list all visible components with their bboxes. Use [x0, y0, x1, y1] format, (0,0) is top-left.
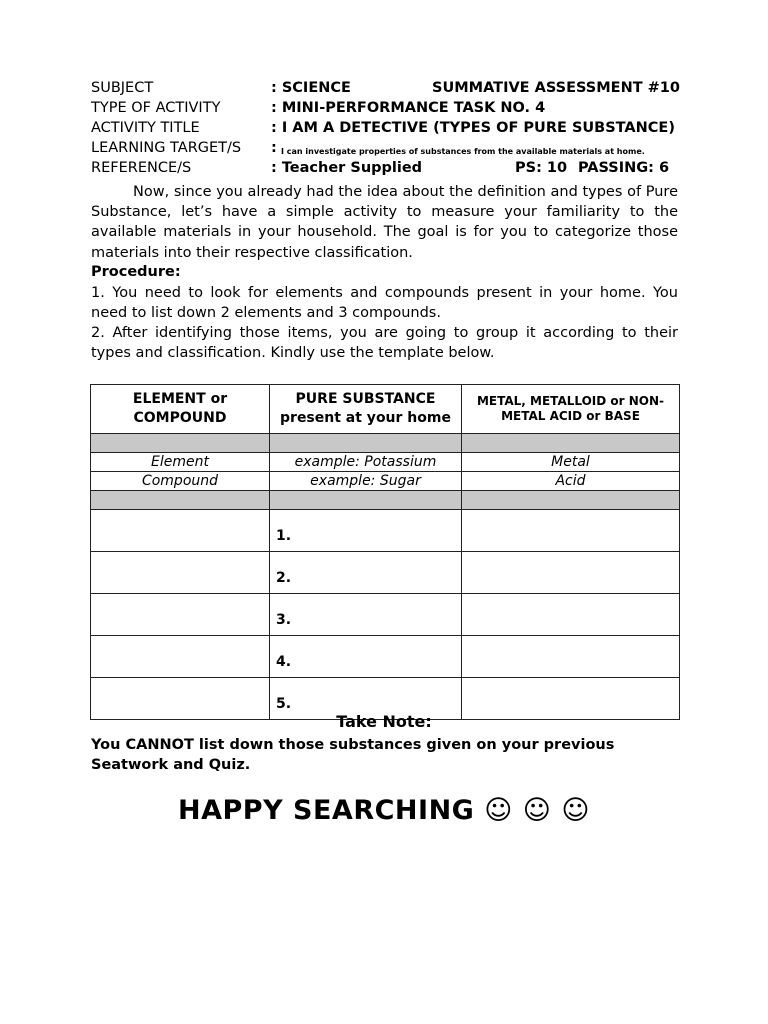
answer-classification-cell[interactable] [462, 594, 680, 636]
subject-label: SUBJECT [91, 80, 154, 96]
reference-label: REFERENCE/S [91, 160, 192, 176]
procedure-step-2: 2. After identifying those items, you are going to group it according to their types and classification. Kindly use the template below. [91, 325, 678, 362]
header-row-subject [91, 78, 691, 98]
passing-value: PASSING: 6 [578, 160, 670, 176]
answer-type-cell[interactable] [91, 510, 270, 552]
answer-classification-cell[interactable] [462, 552, 680, 594]
table-header-row [91, 385, 680, 434]
example-type: Compound [91, 472, 270, 491]
answer-row [91, 636, 680, 678]
header-row-reference [91, 158, 691, 178]
answer-number[interactable]: 1. [270, 510, 462, 552]
shaded-divider-row [91, 491, 680, 510]
reference-value: : Teacher Supplied [271, 160, 423, 176]
ps-value: PS: 10 [515, 160, 568, 176]
answer-row [91, 510, 680, 552]
answer-type-cell[interactable] [91, 636, 270, 678]
procedure-title: Procedure: [91, 264, 181, 280]
closing-message: HAPPY SEARCHING ☺ ☺ ☺ [178, 795, 590, 826]
example-classification: Metal [462, 453, 680, 472]
procedure-step-1: 1. You need to look for elements and compounds present in your home. You need to list down 2 elements and 3 compounds. [91, 285, 678, 322]
answer-type-cell[interactable] [91, 552, 270, 594]
activity-type-label: TYPE OF ACTIVITY [91, 100, 221, 116]
header-classification: METAL, METALLOID or NON-METAL ACID or BASE [462, 385, 680, 434]
example-substance: example: Potassium [270, 453, 462, 472]
subject-value: : SCIENCE [271, 80, 351, 96]
header-row-activity-title [91, 118, 691, 138]
answer-number[interactable]: 2. [270, 552, 462, 594]
learning-target-colon: : [271, 140, 277, 156]
shaded-divider-row [91, 434, 680, 453]
answer-classification-cell[interactable] [462, 510, 680, 552]
activity-title-value: : I AM A DETECTIVE (TYPES OF PURE SUBSTANCE) [271, 120, 675, 136]
example-row [91, 472, 680, 491]
intro-paragraph: Now, since you already had the idea about the definition and types of Pure Substance, let’s have a simple activity to measure your familiarity to the available materials in your household. The goal is for you to categorize those materials into their respective classification. [91, 184, 678, 261]
answer-type-cell[interactable] [91, 594, 270, 636]
answer-number[interactable]: 3. [270, 594, 462, 636]
answer-number[interactable]: 4. [270, 636, 462, 678]
header-row-activity-type [91, 98, 691, 118]
classification-table [90, 384, 680, 720]
assessment-title: SUMMATIVE ASSESSMENT #10 [432, 80, 680, 96]
learning-target-value: I can investigate properties of substances from the available materials at home. [281, 147, 645, 156]
activity-type-value: : MINI-PERFORMANCE TASK NO. 4 [271, 100, 546, 116]
take-note-title: Take Note: [336, 712, 432, 731]
example-classification: Acid [462, 472, 680, 491]
learning-target-label: LEARNING TARGET/S [91, 140, 242, 156]
example-substance: example: Sugar [270, 472, 462, 491]
header-element-or-compound: ELEMENT or COMPOUND [91, 385, 270, 434]
header-pure-substance: PURE SUBSTANCE present at your home [270, 385, 462, 434]
answer-row [91, 552, 680, 594]
answer-number[interactable]: 5. [270, 678, 462, 720]
header-row-learning-target [91, 138, 691, 158]
example-row [91, 453, 680, 472]
answer-classification-cell[interactable] [462, 636, 680, 678]
take-note-text: You CANNOT list down those substances given on your previous Seatwork and Quiz. [91, 737, 615, 773]
example-type: Element [91, 453, 270, 472]
answer-row [91, 594, 680, 636]
activity-title-label: ACTIVITY TITLE [91, 120, 200, 136]
